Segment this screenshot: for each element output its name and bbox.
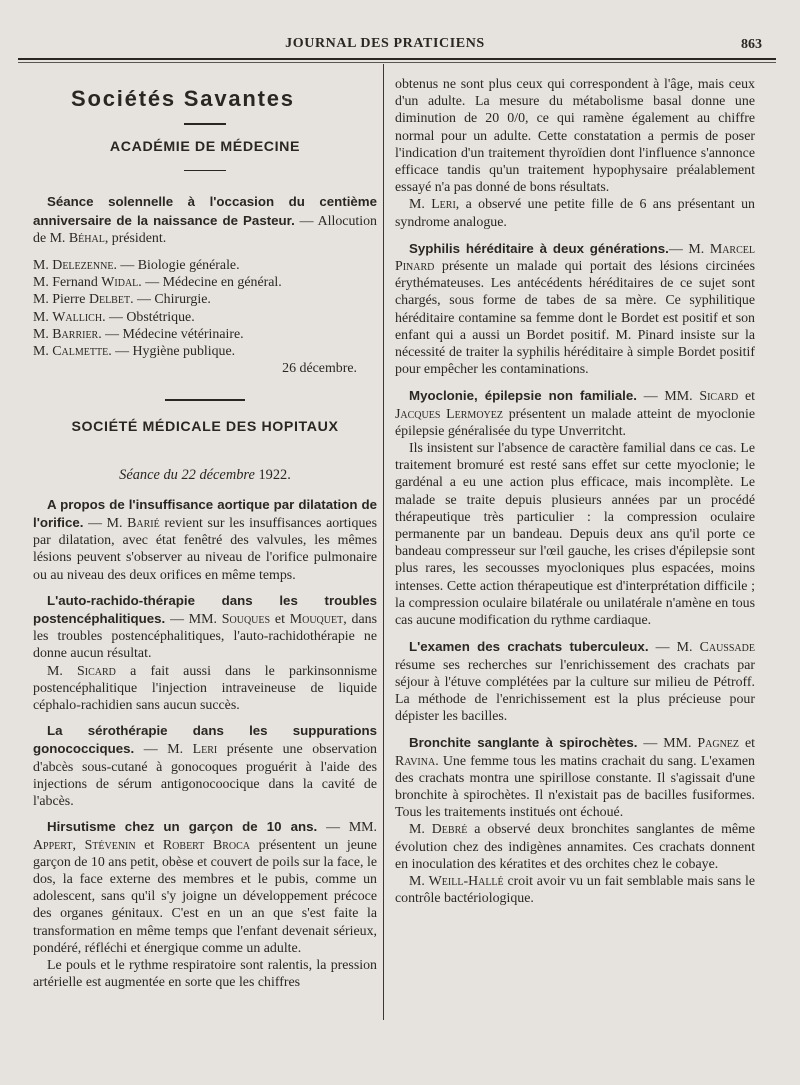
seance-text: — Allocution de M. — [33, 213, 377, 246]
article-syphilis: Syphilis héréditaire à deux générations.— M. Marcel Pinard présente un malade qui portait des lésions circinées érythémateuses. Les antécédents héréditaires de ce sujet sont chargés, sous forme de tabes de sa mère. Ce syphilitique héréditaire contamine sa femme dont le Bordet est positif et son enfant qui a aussi un Bordet positif. M. Pinard insiste sur la nécessité de traiter la syphilis héréditaire à simple Bordet positif pour empêcher les contaminations. — [395, 240, 755, 378]
list-item: M. Fernand Widal. — Médecine en général. — [33, 275, 282, 291]
prize-list — [33, 257, 377, 360]
list-item: M. Calmette. — Hygiène publique. — [33, 344, 236, 360]
society-rule — [165, 399, 245, 401]
article-rachido-cont: M. Sicard a fait aussi dans le parkinsonnisme postencéphalitique l'injection intraveineuse de liquide céphalo-rachidien sans aucun succès. — [33, 663, 377, 714]
article-leri-note: M. Leri, a observé une petite fille de 6 ans présentant un syndrome analogue. — [395, 197, 756, 230]
article-weill-halle-note: M. Weill-Hallé croit avoir vu un fait semblable mais sans le contrôle bactériologique. — [395, 873, 755, 907]
seance-paragraph — [33, 193, 377, 247]
seance-date: Séance du 22 décembre 1922. — [119, 466, 291, 483]
list-item: M. Delezenne. — Biologie générale. — [33, 258, 240, 274]
seance-bold: Séance solennelle à l'occasion du centième anniversaire de la naissance de Pasteur. — [33, 194, 377, 228]
rubric-rule — [184, 123, 226, 125]
header-rule-thin — [18, 62, 776, 63]
academy-rule — [184, 170, 226, 172]
right-column — [395, 64, 755, 907]
journal-title: JOURNAL DES PRATICIENS — [285, 36, 485, 51]
article-crachats: L'examen des crachats tuberculeux. — M. Caussade résume ses recherches sur l'enrichissement des crachats par séjour à l'étuve complétées par la culture sur milieu de Pétroff. La méthode de l'enrichissement est la plus précieuse pour dépister les bacilles. — [395, 639, 755, 725]
society-title: SOCIÉTÉ MÉDICALE DES HOPITAUX — [71, 419, 339, 436]
article-myoclonie-cont: Ils insistent sur l'absence de caractère familial dans ce cas. Le traitement bromuré est resté sans effet sur cette myoclonie; le gardénal a eu une action plus efficace, mais incomplète. Le malade se traite depuis plusieurs années par un procédé thérapeutique très particulier : la compression oculaire permanente par un bandeau. Depuis deux ans qu'il porte ce bandeau compresseur sur l'œil gauche, les crises d'épilepsie sont plus rares, les secousses myocloniques plus espacées, moins intenses. Cette action thérapeutique est d'interprétation difficile ; la compression oculaire bilatérale ou unilatérale n'amène en tous cas aucune modification du rythme cardiaque. — [395, 441, 755, 629]
article-hirsutisme-end: obtenus ne sont plus ceux qui correspondent à l'âge, mais ceux d'un adulte. La mesure du métabolisme basal donne une diminution de 20 0/0, ce qui ramène également au chiffre normal pour un adulte. Cette constatation a permis de poser l'indication d'un traitement thyroïdien dont l'influence s'annonce efficace tandis qu'un traitement hypophysaire préalablement essayé n'a pas donné de bons résultats. — [395, 77, 755, 196]
article-aortic: A propos de l'insuffisance aortique par dilatation de l'orifice. — M. Barié revient sur les insuffisances aortiques par dilatation, avec état fenêtré des valvules, les mêmes lésions peuvent s'observer au niveau de l'orifice pulmonaire ou au niveau des deux orifices en même temps. — [33, 496, 377, 583]
seance-text-end: , président. — [104, 230, 167, 246]
list-item: M. Pierre Delbet. — Chirurgie. — [33, 292, 211, 308]
list-item: M. Wallich. — Obstétrique. — [33, 309, 195, 325]
header-rule — [18, 58, 776, 60]
left-column — [33, 64, 377, 991]
running-head — [0, 36, 800, 56]
page-number: 863 — [741, 37, 762, 52]
article-rachido: L'auto-rachido-thérapie dans les troubles postencéphalitiques. — MM. Souques et Mouquet, dans les troubles postencéphalitiques, l'auto-rachidothérapie ne donne aucun résultat. — [33, 592, 377, 662]
list-item: M. Barrier. — Médecine vétérinaire. — [33, 326, 244, 342]
article-hirsutisme: Hirsutisme chez un garçon de 10 ans. — MM. Appert, Stévenin et Robert Broca présentent un jeune garçon de 10 ans petit, obèse et couvert de poils sur la face, le dos, la face externe des membres et le pubis, comme un adolescent, sans qu'il s'y joigne un développement précoce des organes génitaux. C'est en un an que s'est faite la transformation en même temps que l'enfant devenait sérieux, pondéré, réfléchi et énergique comme un adulte. — [33, 819, 377, 956]
article-debre-note: M. Debré a observé deux bronchites sanglantes de même évolution chez des indigènes annamites. Ces crachats donnent en inoculation des kératites et des orchites chez le cobaye. — [395, 822, 756, 872]
article-bronchite: Bronchite sanglante à spirochètes. — MM. Pagnez et Ravina. Une femme tous les matins crachait du sang. L'examen des crachats montra une spirillose constante. Il s'agissait d'une bronchite à spirochètes. Il n'existait pas de bacilles fusiformes. Tous les traitements institués ont échoué. — [395, 735, 756, 821]
article-hirsutisme-cont: Le pouls et le rythme respiratoire sont ralentis, la pression artérielle est augmentée en sorte que les chiffres — [33, 957, 377, 991]
academy-title: ACADÉMIE DE MÉDECINE — [109, 138, 301, 155]
article-myoclonie: Myoclonie, épilepsie non familiale. — MM. Sicard et Jacques Lermoyez présentent un malade atteint de myoclonie épilepsie généralisée du type Unverritcht. — [395, 388, 756, 439]
rubric-title: Sociétés Savantes — [71, 86, 295, 111]
article-serotherapie: La sérothérapie dans les suppurations gonococciques. — M. Leri présente une observation d'abcès sous-cutané à gonocoques proguérit à l'aide des injections de sérum antigonocoocique dans la cavité de l'abcès. — [33, 723, 377, 810]
date-line: 26 décembre. — [282, 361, 357, 377]
column-divider — [383, 64, 384, 1020]
person-name: Béhal — [68, 230, 105, 246]
